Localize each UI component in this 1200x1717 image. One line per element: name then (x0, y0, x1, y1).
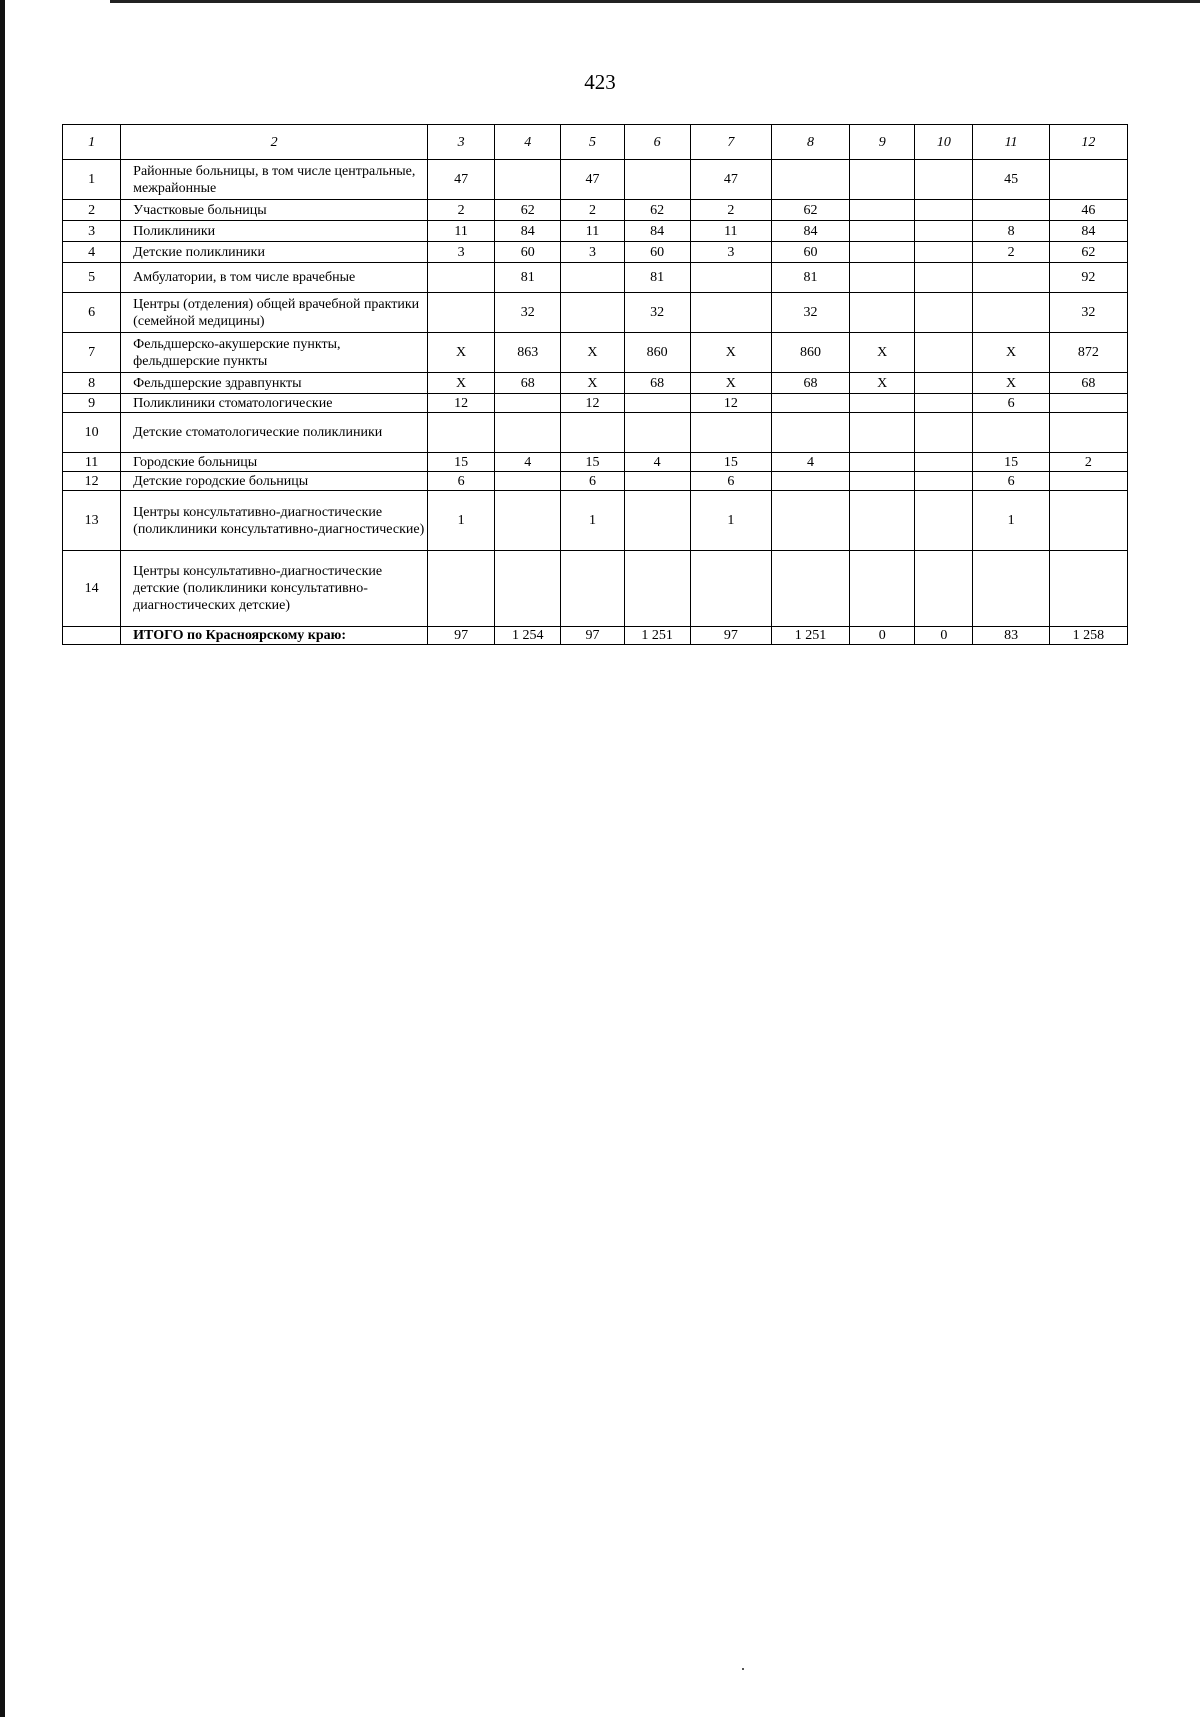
value-cell: 1 (690, 491, 771, 551)
total-value-cell: 97 (561, 627, 624, 645)
value-cell (915, 491, 973, 551)
value-cell: 6 (973, 472, 1049, 491)
value-cell: 12 (690, 394, 771, 413)
value-cell (973, 293, 1049, 333)
value-cell (771, 160, 849, 200)
value-cell: 47 (428, 160, 495, 200)
column-header: 9 (850, 125, 915, 160)
value-cell (915, 160, 973, 200)
value-cell: 12 (561, 394, 624, 413)
value-cell: 84 (495, 221, 561, 242)
value-cell (624, 413, 690, 453)
value-cell (428, 293, 495, 333)
value-cell (915, 551, 973, 627)
value-cell: 2 (561, 200, 624, 221)
value-cell (973, 263, 1049, 293)
facility-name: Детские городские больницы (121, 472, 428, 491)
total-value-cell: 1 254 (495, 627, 561, 645)
total-label: ИТОГО по Красноярскому краю: (121, 627, 428, 645)
value-cell (428, 413, 495, 453)
column-header: 2 (121, 125, 428, 160)
value-cell: 68 (495, 373, 561, 394)
value-cell: 6 (428, 472, 495, 491)
value-cell (771, 551, 849, 627)
value-cell: 11 (428, 221, 495, 242)
column-header: 6 (624, 125, 690, 160)
row-number: 9 (63, 394, 121, 413)
value-cell: 84 (771, 221, 849, 242)
value-cell: 15 (428, 453, 495, 472)
row-number: 12 (63, 472, 121, 491)
value-cell (771, 472, 849, 491)
facility-name: Поликлиники стоматологические (121, 394, 428, 413)
value-cell (1049, 394, 1127, 413)
row-number: 6 (63, 293, 121, 333)
value-cell (850, 491, 915, 551)
value-cell: 47 (690, 160, 771, 200)
value-cell: 62 (771, 200, 849, 221)
value-cell: X (690, 373, 771, 394)
value-cell (561, 551, 624, 627)
value-cell: 6 (690, 472, 771, 491)
table-row (63, 413, 1128, 453)
value-cell: 32 (624, 293, 690, 333)
value-cell (561, 293, 624, 333)
value-cell (850, 160, 915, 200)
value-cell (690, 263, 771, 293)
value-cell: 32 (495, 293, 561, 333)
table-row (63, 160, 1128, 200)
value-cell: X (690, 333, 771, 373)
value-cell: 860 (771, 333, 849, 373)
value-cell (495, 551, 561, 627)
value-cell: X (561, 373, 624, 394)
value-cell: 4 (495, 453, 561, 472)
value-cell: 3 (428, 242, 495, 263)
value-cell: X (973, 373, 1049, 394)
value-cell: 6 (561, 472, 624, 491)
row-number: 3 (63, 221, 121, 242)
value-cell: 11 (561, 221, 624, 242)
value-cell: 62 (624, 200, 690, 221)
facility-name: Детские поликлиники (121, 242, 428, 263)
value-cell: 84 (624, 221, 690, 242)
value-cell: 3 (561, 242, 624, 263)
facility-name: Амбулатории, в том числе врачебные (121, 263, 428, 293)
table-row (63, 333, 1128, 373)
value-cell: 68 (624, 373, 690, 394)
row-number: 2 (63, 200, 121, 221)
row-number: 11 (63, 453, 121, 472)
value-cell (915, 472, 973, 491)
column-header: 5 (561, 125, 624, 160)
facility-name: Фельдшерско-акушерские пункты, фельдшерские пункты (121, 333, 428, 373)
row-number: 1 (63, 160, 121, 200)
value-cell (850, 263, 915, 293)
value-cell: 81 (495, 263, 561, 293)
row-number: 5 (63, 263, 121, 293)
value-cell: 60 (624, 242, 690, 263)
value-cell (561, 413, 624, 453)
table-row (63, 242, 1128, 263)
value-cell (850, 413, 915, 453)
facility-name: Участковые больницы (121, 200, 428, 221)
value-cell (1049, 491, 1127, 551)
value-cell (771, 491, 849, 551)
value-cell (690, 413, 771, 453)
value-cell: 81 (771, 263, 849, 293)
value-cell (850, 293, 915, 333)
value-cell (771, 413, 849, 453)
value-cell (915, 333, 973, 373)
value-cell (624, 472, 690, 491)
value-cell: 62 (495, 200, 561, 221)
value-cell: 68 (771, 373, 849, 394)
column-header: 4 (495, 125, 561, 160)
total-value-cell: 1 258 (1049, 627, 1127, 645)
value-cell: X (428, 373, 495, 394)
value-cell (850, 200, 915, 221)
value-cell: 60 (495, 242, 561, 263)
value-cell: X (850, 373, 915, 394)
facility-name: Фельдшерские здравпункты (121, 373, 428, 394)
value-cell (624, 160, 690, 200)
value-cell (690, 293, 771, 333)
table-row (63, 293, 1128, 333)
table-row (63, 263, 1128, 293)
value-cell (915, 413, 973, 453)
value-cell (915, 394, 973, 413)
value-cell (915, 200, 973, 221)
value-cell (428, 551, 495, 627)
row-number: 13 (63, 491, 121, 551)
value-cell: 81 (624, 263, 690, 293)
value-cell: 11 (690, 221, 771, 242)
row-number: 14 (63, 551, 121, 627)
value-cell (1049, 413, 1127, 453)
value-cell (850, 551, 915, 627)
facilities-table (62, 124, 1128, 645)
column-header: 12 (1049, 125, 1127, 160)
value-cell: 15 (973, 453, 1049, 472)
value-cell: 1 (561, 491, 624, 551)
value-cell: 1 (973, 491, 1049, 551)
value-cell: 12 (428, 394, 495, 413)
value-cell: 8 (973, 221, 1049, 242)
value-cell: 860 (624, 333, 690, 373)
column-header: 10 (915, 125, 973, 160)
facility-name: Центры (отделения) общей врачебной практики (семейной медицины) (121, 293, 428, 333)
column-header: 8 (771, 125, 849, 160)
value-cell: 2 (428, 200, 495, 221)
value-cell (495, 160, 561, 200)
table-row (63, 453, 1128, 472)
value-cell: 4 (771, 453, 849, 472)
table-row (63, 394, 1128, 413)
value-cell: 1 (428, 491, 495, 551)
row-number: 7 (63, 333, 121, 373)
value-cell (624, 394, 690, 413)
value-cell (915, 221, 973, 242)
value-cell: 3 (690, 242, 771, 263)
value-cell: X (850, 333, 915, 373)
value-cell (624, 551, 690, 627)
value-cell: 2 (690, 200, 771, 221)
value-cell: X (561, 333, 624, 373)
row-number: 4 (63, 242, 121, 263)
total-row (63, 627, 1128, 645)
value-cell: X (428, 333, 495, 373)
value-cell: 2 (1049, 453, 1127, 472)
value-cell: 4 (624, 453, 690, 472)
value-cell (690, 551, 771, 627)
value-cell (915, 373, 973, 394)
value-cell: 32 (1049, 293, 1127, 333)
value-cell (850, 453, 915, 472)
value-cell (850, 242, 915, 263)
value-cell (1049, 472, 1127, 491)
table-body (63, 125, 1128, 645)
value-cell (850, 394, 915, 413)
value-cell: 872 (1049, 333, 1127, 373)
table-row (63, 221, 1128, 242)
value-cell (771, 394, 849, 413)
column-header: 1 (63, 125, 121, 160)
value-cell: 15 (690, 453, 771, 472)
facility-name: Поликлиники (121, 221, 428, 242)
table-row (63, 491, 1128, 551)
value-cell: 2 (973, 242, 1049, 263)
value-cell (915, 453, 973, 472)
total-value-cell: 1 251 (624, 627, 690, 645)
value-cell (495, 491, 561, 551)
scan-speck (742, 1668, 744, 1670)
facility-name: Центры консультативно-диагностические (поликлиники консультативно-диагностические) (121, 491, 428, 551)
total-value-cell: 0 (850, 627, 915, 645)
facility-name: Центры консультативно-диагностические детские (поликлиники консультативно-диагностических детские) (121, 551, 428, 627)
table-row (63, 472, 1128, 491)
row-number: 10 (63, 413, 121, 453)
facility-name: Детские стоматологические поликлиники (121, 413, 428, 453)
value-cell: 84 (1049, 221, 1127, 242)
value-cell (624, 491, 690, 551)
value-cell: 6 (973, 394, 1049, 413)
value-cell (495, 394, 561, 413)
value-cell: 62 (1049, 242, 1127, 263)
column-header: 7 (690, 125, 771, 160)
value-cell (1049, 551, 1127, 627)
table-header-row (63, 125, 1128, 160)
value-cell (428, 263, 495, 293)
value-cell: 863 (495, 333, 561, 373)
value-cell (973, 413, 1049, 453)
value-cell (850, 221, 915, 242)
value-cell (915, 293, 973, 333)
total-value-cell: 1 251 (771, 627, 849, 645)
value-cell: 92 (1049, 263, 1127, 293)
value-cell: 60 (771, 242, 849, 263)
value-cell (1049, 160, 1127, 200)
row-number: 8 (63, 373, 121, 394)
value-cell (915, 263, 973, 293)
value-cell (973, 200, 1049, 221)
value-cell: 46 (1049, 200, 1127, 221)
scan-top-edge (110, 0, 1200, 3)
page-number: 423 (584, 70, 616, 94)
table-row (63, 373, 1128, 394)
value-cell: 15 (561, 453, 624, 472)
value-cell: 32 (771, 293, 849, 333)
value-cell: 68 (1049, 373, 1127, 394)
value-cell (973, 551, 1049, 627)
total-number (63, 627, 121, 645)
value-cell: 45 (973, 160, 1049, 200)
column-header: 3 (428, 125, 495, 160)
scan-left-edge (0, 0, 5, 1717)
table-row (63, 200, 1128, 221)
total-value-cell: 97 (690, 627, 771, 645)
value-cell: 47 (561, 160, 624, 200)
value-cell (495, 472, 561, 491)
value-cell: X (973, 333, 1049, 373)
value-cell (850, 472, 915, 491)
facility-name: Районные больницы, в том числе центральные, межрайонные (121, 160, 428, 200)
column-header: 11 (973, 125, 1049, 160)
total-value-cell: 83 (973, 627, 1049, 645)
total-value-cell: 0 (915, 627, 973, 645)
value-cell (561, 263, 624, 293)
table-row (63, 551, 1128, 627)
total-value-cell: 97 (428, 627, 495, 645)
facility-name: Городские больницы (121, 453, 428, 472)
value-cell (495, 413, 561, 453)
value-cell (915, 242, 973, 263)
